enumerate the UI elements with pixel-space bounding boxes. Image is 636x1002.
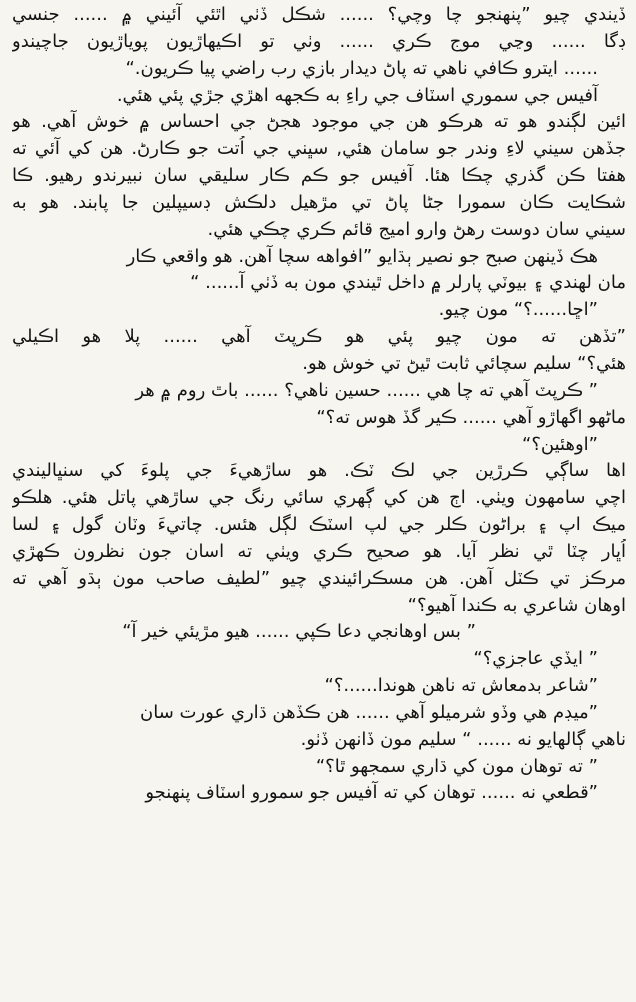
text-line: ”تڏهن ته مون چيو پئي هو ڪرپٽ آهي ...... پلا هو اڪيلي [12,326,626,348]
text-line: ”قطعي نه ...... توهان کي ته آفيس جو سمورو اسٽاف پنهنجو [145,782,598,804]
text-line: ائين لڳندو هو ته هرڪو هن جي موجود هجڻ جي احساس ۾ خوش آهي. هو [12,111,626,133]
text-line: هڪ ڏينهن صبح جو نصير ٻڌايو ”افواهه سچا آهن. هو واقعي ڪار [126,245,598,267]
text-line: ڏيندي چيو ”پنهنجو چا وچي؟ ...... شڪل ڏٺي اٿئي آئيني ۾ ...... جنسي [12,4,626,25]
text-line: ”اڇا......؟“ مون چيو. [438,299,598,321]
text-line: مرڪز تي ڪٽل آهن. هن مسڪرائيندي چيو ”لطيف صاحب مون ٻڌو آهي ته [12,567,626,589]
text-line: ...... ايترو ڪافي ناهي ته پاڻ ديدار بازي رب راضي پيا ڪريون.“ [125,57,598,79]
text-line: اُڀار چٽا ٿي نظر آيا. هو صحيح ڪري ويٺي ته اسان جون نظرون ڪهڙي [12,540,626,562]
text-line: آفيس جي سموري اسٽاف جي راءِ به ڪجهه اهڙي جڙي پئي هئي. [116,84,598,106]
text-line: هفتا ڪن گذري چڪا هئا. آفيس جو ڪم ڪار سليقي سان نبيرندو رهيو. ڪا [12,165,626,187]
text-line: ” ڪرپٽ آهي ته چا هي ...... حسين ناهي؟ ...... باٿ روم ۾ هر [135,379,598,401]
text-line: ” ته توهان مون کي ڌاري سمجهو ٿا؟“ [315,755,598,777]
text-line: جڏهن سيني لاءِ وندر جو سامان هئي, سڀني جي اُتت جو ڪارڻ. هن کي آئي ته [12,138,626,160]
text-line: ميڪ اپ ۽ براڻون ڪلر جي لپ اسٽڪ لڳل هئس. چاتيءَ وٽان گول ۽ لسا [12,514,626,536]
text-line: اچي سامهون ويٺي. اڄ هن کي ڳهري سائي رنگ جي ساڙهي پاتل هئي. هلڪو [12,487,626,509]
text-line: ” بس اوهانجي دعا ڪپي ...... هيو مڙيئي خير آ“ [122,621,476,643]
text-line: ”شاعر بدمعاش ته ناهن هوندا......؟“ [324,675,598,697]
text-line: ”ميڊم هي وڏو شرميلو آهي ...... هن ڪڏهن ڌاري عورت سان [140,701,598,723]
text-line: شڪايت ڪان سمورا جڻا پاڻ تي مڙهيل دلڪش ڊسيپلين جا پابند. هو به [12,191,626,213]
text-line: مان لهندي ۽ بيوٽي پارلر ۾ داخل ٿيندي مون به ڏٺي آ...... “ [190,272,626,294]
text-line: اوهان شاعري به ڪندا آهيو؟“ [407,594,626,616]
text-line: اها ساڳي ڪرڙين جي لڪ ٽڪ. هو ساڙهيءَ جي پلوءَ کي سنڀاليندي [12,460,626,482]
text-line: هئي؟“ سليم سچائي ثابت ٿيڻ تي خوش هو. [302,352,626,374]
text-line: ڊگا ...... وڃي موج ڪري ...... وٺي تو اڪيهاڙيون پوياڙيون جاچيندو [12,30,626,52]
text-line: ماڻهو اگهاڙو آهي ...... ڪير گڏ هوس ته؟“ [316,406,626,428]
text-line: ” ايڏي عاجزي؟“ [473,648,598,670]
text-line: ناهي ڳالهايو نه ...... “ سليم مون ڏانهن ڏٺو. [300,728,626,750]
text-line: ”اوهئين؟“ [522,433,598,455]
text-line: سيني سان دوست رهڻ وارو اميج قائم ڪري چڪي هئي. [207,218,626,240]
